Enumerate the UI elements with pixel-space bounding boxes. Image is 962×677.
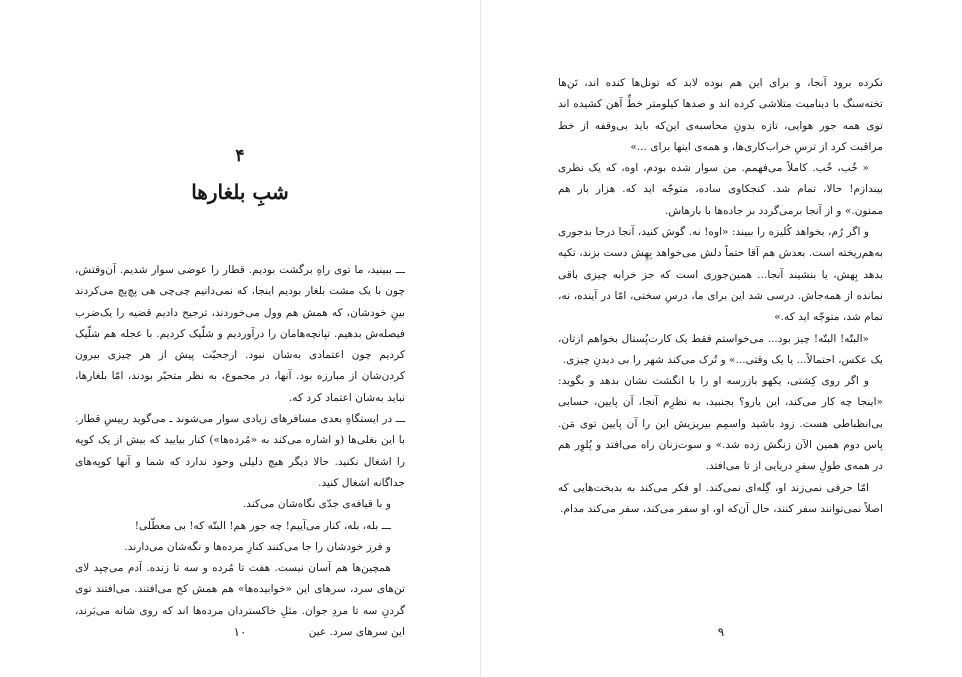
right-page — [481, 0, 961, 677]
paragraph: همچین‌ها هم آسان نیست. هفت تا مُرده و سه تا زنده. آدم می‌چپد لای تن‌های سرد، سرهای این «خوابیده‌ها» هم همش کج می‌افتند. می‌افتند توی گردنِ سه تا مردِ جوان. مثلِ خاکستردان مرده‌ها اند که روی شانه می‌بَرند، این سرهای سرد. عین — [75, 562, 405, 639]
chapter-title: شبِ بلغارها — [191, 180, 289, 204]
paragraph: « خُب، خُب. کاملاً می‌فهمم. من سوار شده بودم، اوه، که یک نظری بیندازم! حالا، تمام شد. کنجکاوی ساده، متوجّه اید که. هزار بار هم ممنون.» و از آنجا برمی‌گردد بر جاده‌ها با بارهاش. — [558, 162, 883, 217]
chapter-number: ۴ — [235, 146, 245, 166]
paragraph: امّا حرفی نمی‌زند او، گِله‌ای نمی‌کند. او فکر می‌کند به بدبخت‌هایی که اصلاً نمی‌توانند سفر کنند، حال آن‌که او، او سفر می‌کند، سفر می‌کند مدام. — [558, 481, 883, 515]
left-page-body — [75, 260, 405, 643]
paragraph: و اگر رُم، بخواهد کُلیزه را ببیند: «اوه! نه. گوش کنید، آنجا درجا بدجوری به‌هم‌ریخته است. بعدش هم آقا حتماً دلش می‌خواهد بِهِش دست بزند، تکیه بدهد بِهش، یا بنشیند آنجا... همین‌جوری است که جز خرابه چیزی باقی نمانده از همه‌جاش. درسی شد این برای ما، درسِ سختی، امّا در آینده، نه، تمام شد، متوجّه اید که.» — [558, 226, 883, 324]
paragraph: ـــ در ایستگاهِ بعدی مسافرهای زیادی سوار می‌شوند ـ می‌گوید رییسِ قطار. با این بغلی‌ها (و اشاره می‌کند به «مُرده‌ها») کنار بیایید که بیش از یک کوپه را اشغال نکنید. حالا دیگر هیچ دلیلی وجود ندارد که شما و آنها کوپه‌های جداگانه اشغال کنید. — [75, 413, 405, 489]
paragraph: و فرز خودشان را جا می‌کنند کنارِ مرده‌ها و نگه‌شان می‌دارند. — [124, 540, 391, 553]
paragraph: و اگر روی کِشتی، یکهو بازرسه او را با انگشت نشان بدهد و بگوید: «اینجا چه کار می‌کند، این یارو؟ بجنبید، به نظرِم آنجا، آن پایین، حسابی بی‌انظباطی هست. زود باشید واسمِم بیریزیش این را آن پایین توی مَن. پاس دوم همین الآن زنگش زده شد.» و سوت‌زنان راه می‌افتد و پُلوِر هم در همه‌ی طولِ سفرِ دریایی از تا می‌افتد. — [558, 375, 883, 473]
right-page-body — [558, 73, 883, 520]
page-number-right: ۹ — [717, 625, 725, 639]
paragraph: نکرده برود آنجا، و برای این هم بوده لابد که تونل‌ها کنده اند، تَن‌ها تخته‌سنگ با دینامیت متلاشی کرده اند و صدها کیلومتر خطِّ آهن کشیده اند توی همه جور هوایی، تازه بدونِ محاسبه‌ی این‌که باید بی‌وقفه از خط مراقبت کرد از ترسِ خراب‌کاری‌ها، و همه‌ی اینها برای ...» — [558, 77, 883, 153]
paragraph: ـــ ببینید، ما توی راهِ برگشت بودیم. قطار را عوضی سوار شدیم. آن‌وقتش، چون با یک مشت بلغار بودیم اینجا، که نمی‌دانیم چی‌چی هی پچ‌پچ می‌کردند بینِ خودشان، که همش هم وول می‌خوردند، ترجیح دادیم قضیه را یک‌ضرب فیصله‌ش بدهیم. تپانچه‌هامان را درآوردیم و شلّیک کردیم. با عجله هم شلّیک کردیم چون اعتمادی به‌شان نبود. ارجحیّت پیش از هر چیزی بیرون کردن‌شان از مبارزه بود. آنها، در مجموع، به نظر متحیّر بودند، امّا بلغارها، نباید به‌شان اعتماد کرد که. — [75, 264, 405, 404]
paragraph: و با قیافه‌ی جدّی نگاه‌شان می‌کند. — [242, 498, 391, 511]
paragraph: ـــ بله، بله، کنار می‌آییم! چه جور هم! البتّه که! بی معطّلی! — [134, 519, 391, 532]
paragraph: «البتّه! البتّه! چیز بود... می‌خواستم فقط یک کارت‌پُستال بخواهم ازتان، یک عکس، احتمالاً... یا یک وقتی...» و تُرک می‌کند شهر را بی دیدنِ چیزی. — [558, 332, 883, 366]
page-number-left: ۱۰ — [233, 625, 247, 639]
left-page — [0, 0, 480, 677]
